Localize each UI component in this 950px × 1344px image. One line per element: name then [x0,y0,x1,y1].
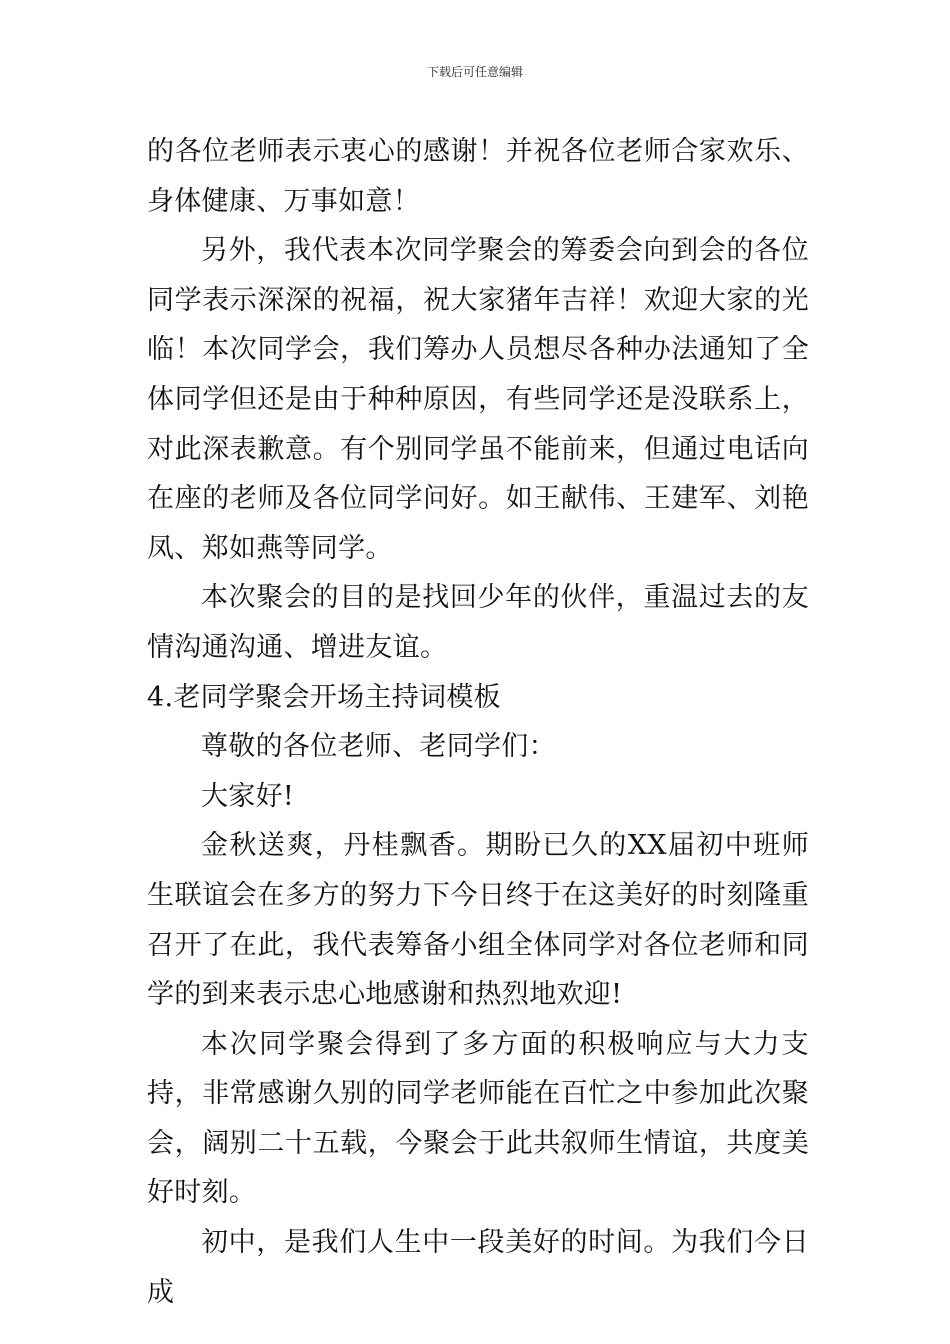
paragraph-8: 初中，是我们人生中一段美好的时间。为我们今日成 [147,1227,809,1308]
paragraph-3: 本次聚会的目的是找回少年的伙伴，重温过去的友情沟通沟通、增进友谊。 [147,582,809,663]
paragraph-2: 另外，我代表本次同学聚会的筹委会向到会的各位同学表示深深的祝福，祝大家猪年吉祥！欢迎大家的光临！本次同学会，我们筹办人员想尽各种办法通知了全体同学但还是由于种种原因，有些同学还是没联系上，对此深表歉意。有个别同学虽不能前来，但通过电话向在座的老师及各位同学问好。如王献伟、王建军、刘艳凤、郑如燕等同学。 [147,235,809,564]
page-header: 下载后可任意编辑 [426,65,523,79]
paragraph-6: 金秋送爽，丹桂飘香。期盼已久的XX届初中班师生联谊会在多方的努力下今日终于在这美好的时刻隆重召开了在此，我代表筹备小组全体同学对各位老师和同学的到来表示忠心地感谢和热烈地欢迎! [147,830,809,1011]
paragraph-7: 本次同学聚会得到了多方面的积极响应与大力支持，非常感谢久别的同学老师能在百忙之中参加此次聚会，阔别二十五载，今聚会于此共叙师生情谊，共度美好时刻。 [147,1028,809,1209]
paragraph-1: 的各位老师表示衷心的感谢！并祝各位老师合家欢乐、身体健康、万事如意！ [147,136,809,217]
document-body [147,127,809,1317]
paragraph-greeting: 大家好! [201,780,295,812]
paragraph-salutation: 尊敬的各位老师、老同学们： [201,731,556,763]
section-heading: 4.老同学聚会开场主持词模板 [147,681,501,713]
